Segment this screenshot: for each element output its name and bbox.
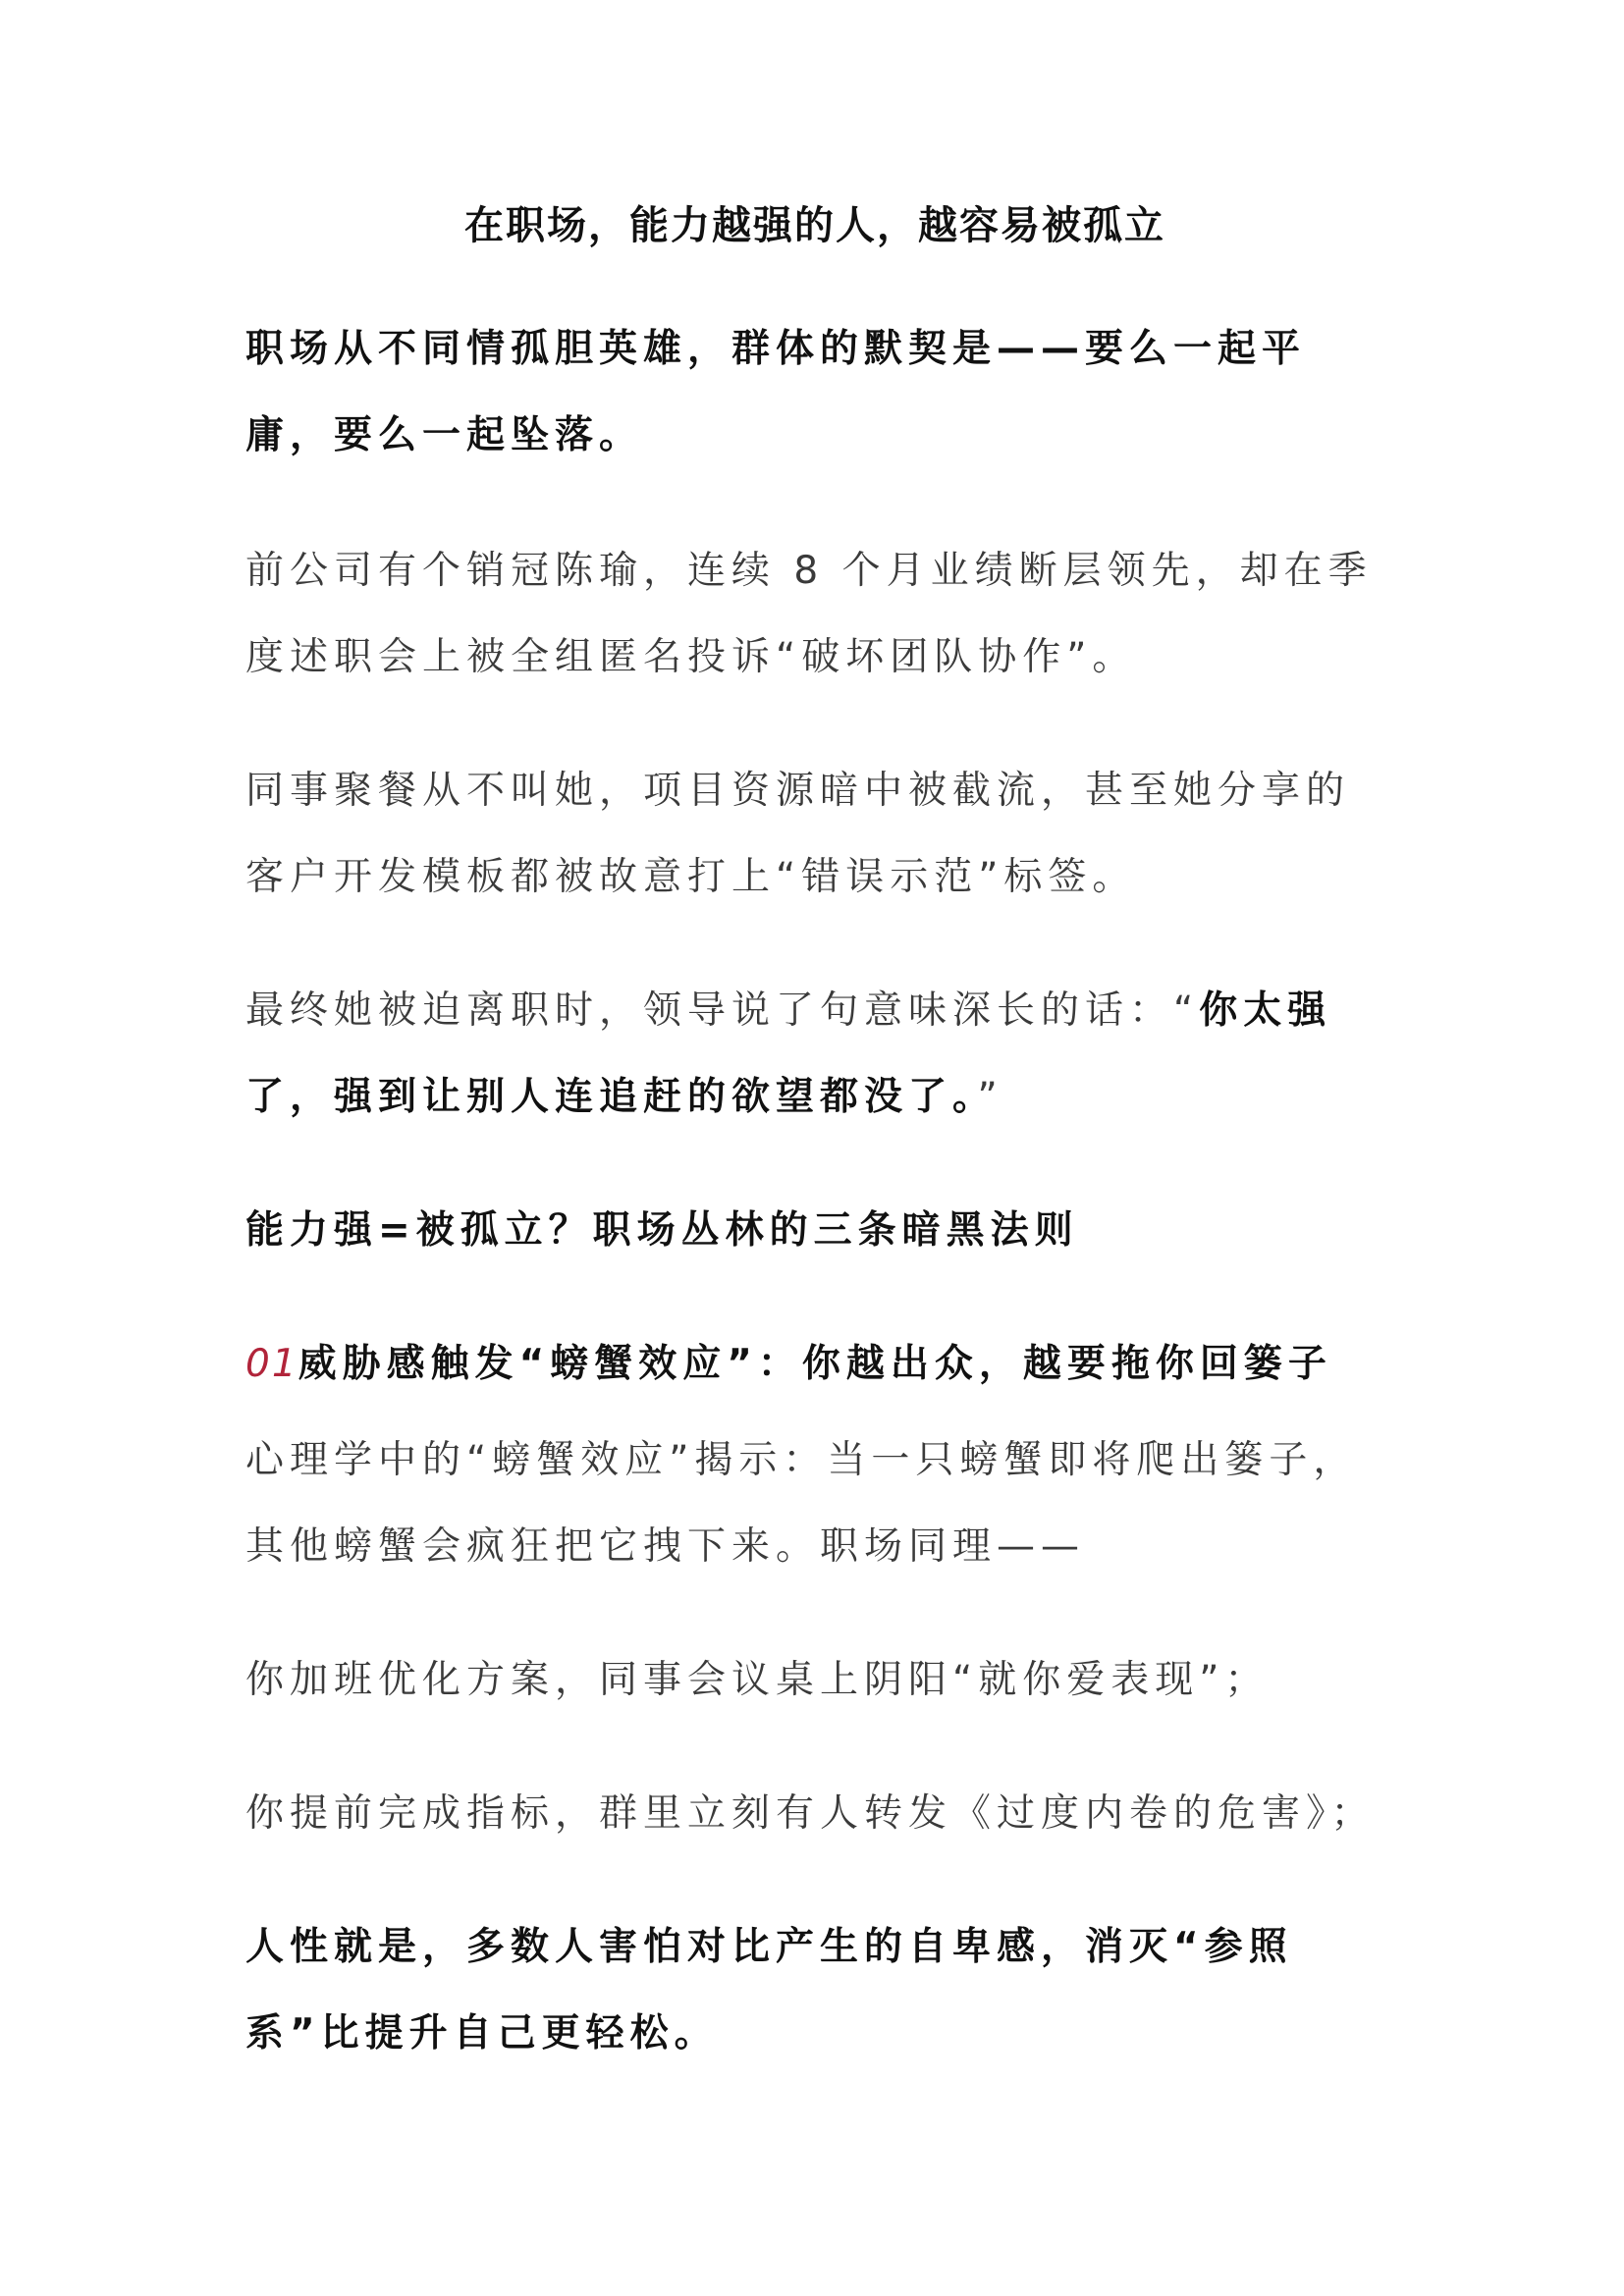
article-title: 在职场，能力越强的人，越容易被孤立 <box>464 203 1165 248</box>
section-1-body: 心理学中的“螃蟹效应”揭示：当一只螃蟹即将爬出篓子，其他螃蟹会疯狂把它拽下来。职场同理—— <box>245 1438 1358 1569</box>
section-1-example-1: 你加班优化方案，同事会议桌上阴阳“就你爱表现”； <box>245 1658 1270 1702</box>
intro-paragraph: 职场从不同情孤胆英雄，群体的默契是——要么一起平庸，要么一起坠落。 <box>245 327 1307 457</box>
section-1-conclusion: 人性就是，多数人害怕对比产生的自卑感，消灭“参照系”比提升自己更轻松。 <box>245 1925 1293 2056</box>
section-1-title: 威胁感触发“螃蟹效应”：你越出众，越要拖你回篓子 <box>298 1342 1332 1386</box>
section-1-heading <box>245 1321 1384 1408</box>
story-quote-lead: 最终她被迫离职时，领导说了句意味深长的话：“ <box>245 988 1200 1033</box>
story-paragraph-2: 同事聚餐从不叫她，项目资源暗中被截流，甚至她分享的客户开发模板都被故意打上“错误示范”标签。 <box>245 769 1351 899</box>
story-paragraph-3 <box>245 968 1384 1141</box>
section-1-example-2: 你提前完成指标，群里立刻有人转发《过度内卷的危害》； <box>245 1791 1376 1836</box>
section-1-number: 01 <box>245 1342 298 1386</box>
story-quote-bold: 你太强了，强到让别人连追赶的欲望都没了。 <box>245 988 1332 1119</box>
article <box>245 196 1384 2077</box>
section-heading: 能力强=被孤立？职场丛林的三条暗黑法则 <box>245 1208 1079 1253</box>
story-quote-close: ” <box>977 1075 1003 1119</box>
story-paragraph-1: 前公司有个销冠陈瑜，连续 8 个月业绩断层领先，却在季度述职会上被全组匿名投诉“破坏团队协作”。 <box>245 549 1373 679</box>
